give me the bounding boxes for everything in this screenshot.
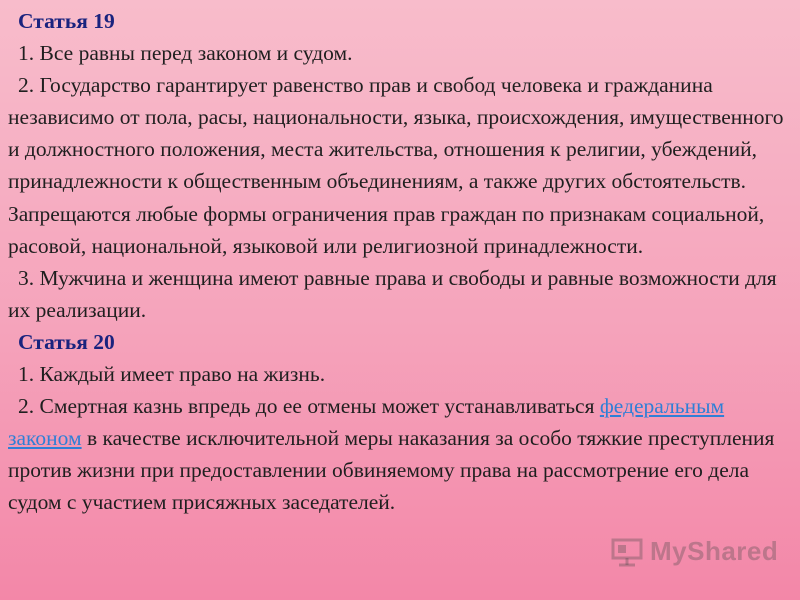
article-19-paragraph-3: 3. Мужчина и женщина имеют равные права и свободы и равные возможности для их реализации. bbox=[8, 265, 777, 322]
article-19-paragraph-1: 1. Все равны перед законом и судом. bbox=[18, 41, 353, 66]
article-20-paragraph-2-text-end: в качестве исключительной меры наказания за особо тяжкие преступления против жизни при предоставлении обвиняемому права на рассмотрение его дела судом с участием присяжных заседателей. bbox=[8, 426, 775, 515]
article-19-paragraph-2: 2. Государство гарантирует равенство прав и свобод человека и гражданина независимо от пола, расы, национальности, языка, происхождения, имущественного и должностного положения, места жительства, отношения к религии, убеждений, принадлежности к общественным объединениям, а также других обстоятельств. Запрещаются любые формы ограничения прав граждан по признакам социальной, расовой, национальной, языковой или религиозной принадлежности. bbox=[8, 73, 784, 258]
article-20-heading: Статья 20 bbox=[18, 329, 115, 354]
article-20-paragraph-1: 1. Каждый имеет право на жизнь. bbox=[18, 362, 326, 387]
article-20-paragraph-2-text-start: 2. Смертная казнь впредь до ее отмены может устанавливаться bbox=[18, 394, 600, 419]
slide-content bbox=[8, 5, 792, 519]
watermark bbox=[610, 536, 778, 567]
watermark-text: MyShared bbox=[650, 536, 779, 566]
article-20-paragraph-2 bbox=[8, 390, 792, 518]
federal-law-link[interactable]: федеральным законом bbox=[8, 394, 725, 451]
article-19-heading: Статья 19 bbox=[18, 9, 115, 33]
presentation-board-icon bbox=[610, 537, 644, 567]
